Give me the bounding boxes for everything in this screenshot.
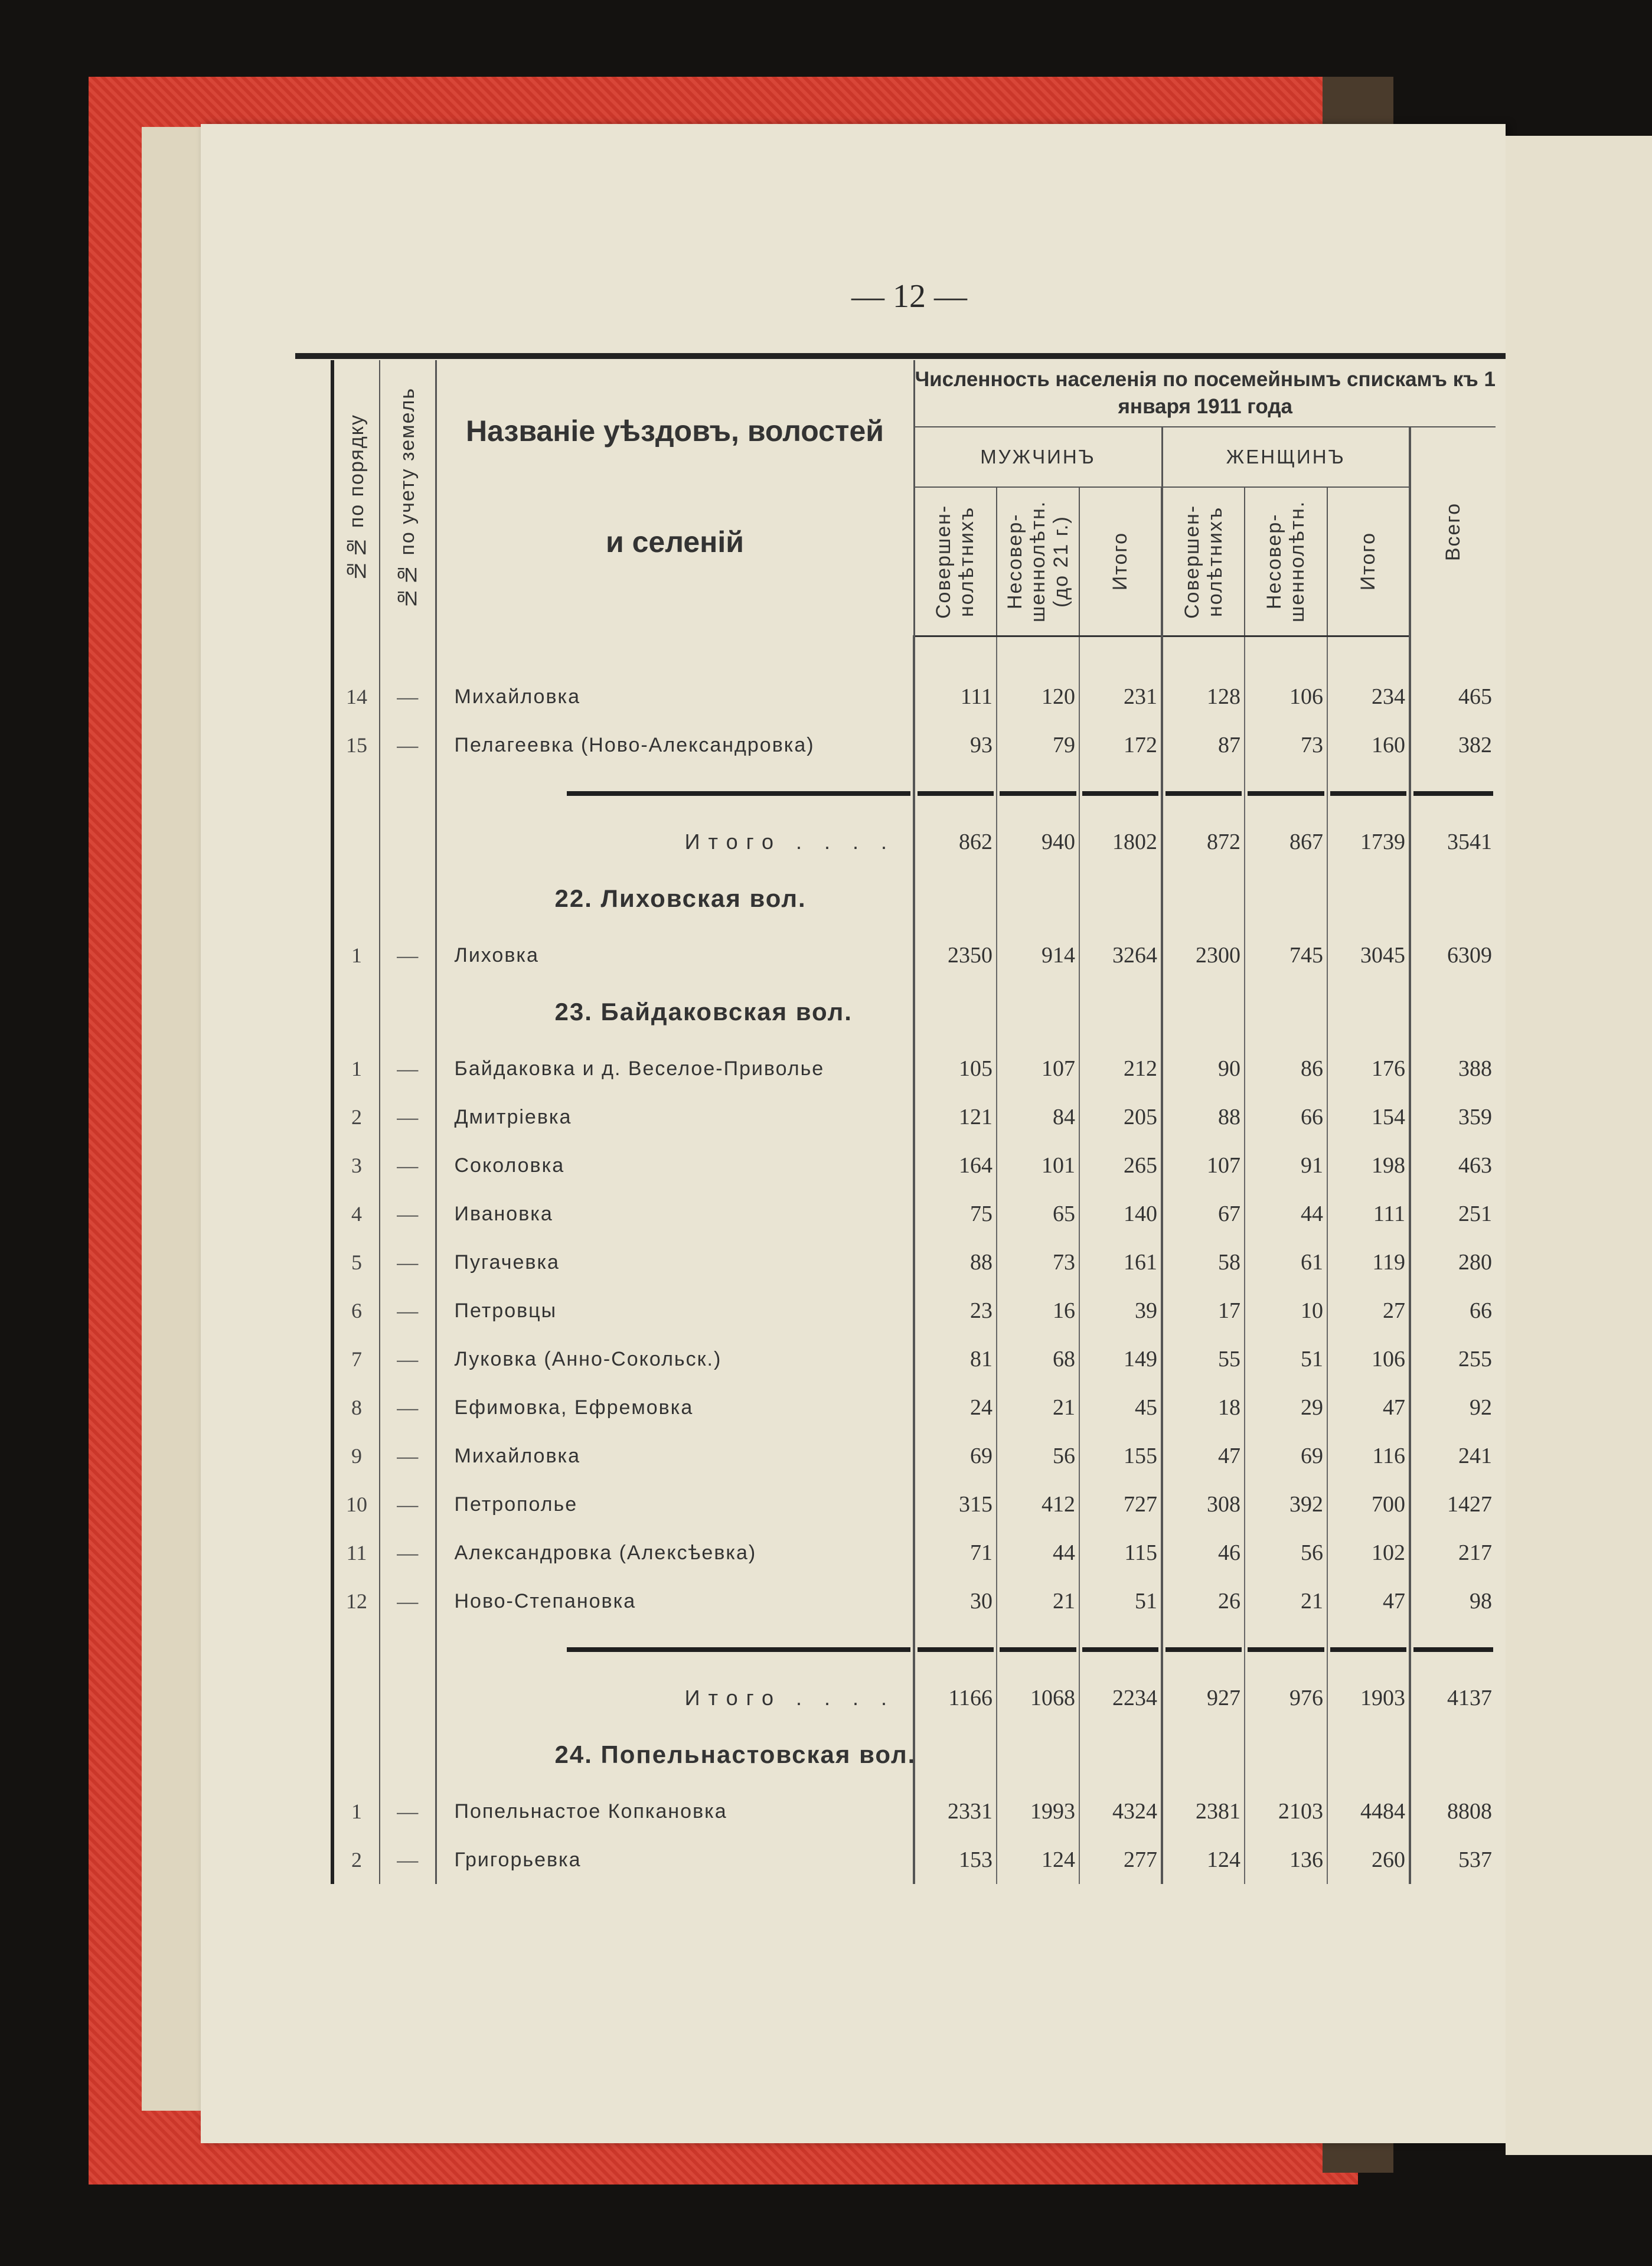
rule-bar <box>1413 1647 1493 1652</box>
total-label: Итого . . . . <box>436 1674 914 1722</box>
value-cell: 24 <box>914 1383 997 1432</box>
value-cell: 88 <box>1162 1093 1245 1141</box>
value-cell: 92 <box>1410 1383 1496 1432</box>
rule-bar <box>567 791 911 796</box>
value-cell: 241 <box>1410 1432 1496 1480</box>
value-cell: 29 <box>1245 1383 1327 1432</box>
value-cell: 3264 <box>1079 931 1162 979</box>
settlement-name: Ефимовка, Ефремовка <box>436 1383 914 1432</box>
value-cell <box>1245 1722 1327 1787</box>
land-number <box>380 866 436 931</box>
row-number: 2 <box>332 1836 380 1884</box>
value-cell: 537 <box>1410 1836 1496 1884</box>
settlement-name: Петровцы <box>436 1287 914 1335</box>
settlement-name: Пугачевка <box>436 1238 914 1287</box>
table-row <box>332 1093 1496 1141</box>
table-row <box>332 1044 1496 1093</box>
value-cell: 149 <box>1079 1335 1162 1383</box>
row-number: 5 <box>332 1238 380 1287</box>
value-cell <box>914 866 997 931</box>
value-cell: 86 <box>1245 1044 1327 1093</box>
land-number <box>380 818 436 866</box>
value-cell: 6309 <box>1410 931 1496 979</box>
settlement-name: Байдаковка и д. Веселое-Приволье <box>436 1044 914 1093</box>
land-number: — <box>380 1141 436 1190</box>
rule-bar <box>918 1647 994 1652</box>
value-cell: 124 <box>997 1836 1079 1884</box>
value-cell: 106 <box>1327 1335 1410 1383</box>
row-number: 3 <box>332 1141 380 1190</box>
value-cell: 115 <box>1079 1529 1162 1577</box>
volost-title: 22. Лиховская вол. <box>436 866 914 931</box>
table-row <box>332 1577 1496 1625</box>
rule-bar <box>1330 791 1406 796</box>
subtotal-rule <box>332 769 1496 818</box>
value-cell: 914 <box>997 931 1079 979</box>
value-cell: 255 <box>1410 1335 1496 1383</box>
value-cell: 87 <box>1162 721 1245 769</box>
value-cell <box>1410 1722 1496 1787</box>
value-cell: 106 <box>1245 672 1327 721</box>
value-cell <box>1245 866 1327 931</box>
value-cell: 727 <box>1079 1480 1162 1529</box>
value-cell <box>1079 1722 1162 1787</box>
value-cell: 47 <box>1162 1432 1245 1480</box>
value-cell: 234 <box>1327 672 1410 721</box>
subtotal-rule <box>332 1625 1496 1674</box>
table-row <box>332 1787 1496 1836</box>
value-cell: 1427 <box>1410 1480 1496 1529</box>
settlement-name: Лиховка <box>436 931 914 979</box>
settlement-name: Михайловка <box>436 1432 914 1480</box>
value-cell: 463 <box>1410 1141 1496 1190</box>
header-name: Названіе уѣздовъ, волостей и селеній <box>436 360 914 636</box>
value-cell <box>1162 866 1245 931</box>
rule-bar <box>1082 1647 1158 1652</box>
table-row <box>332 1432 1496 1480</box>
value-cell: 21 <box>997 1577 1079 1625</box>
value-cell <box>914 979 997 1044</box>
value-cell: 940 <box>997 818 1079 866</box>
header-total-all: Всего <box>1410 427 1496 636</box>
value-cell: 21 <box>1245 1577 1327 1625</box>
rule-bar <box>918 791 994 796</box>
value-cell: 21 <box>997 1383 1079 1432</box>
rule-cell <box>997 769 1079 818</box>
value-cell: 315 <box>914 1480 997 1529</box>
settlement-name: Александровка (Алексѣевка) <box>436 1529 914 1577</box>
land-number <box>380 769 436 818</box>
land-number <box>380 1674 436 1722</box>
value-cell: 359 <box>1410 1093 1496 1141</box>
settlement-name: Дмитріевка <box>436 1093 914 1141</box>
value-cell: 71 <box>914 1529 997 1577</box>
value-cell: 867 <box>1245 818 1327 866</box>
value-cell: 927 <box>1162 1674 1245 1722</box>
table-row <box>332 1335 1496 1383</box>
value-cell: 27 <box>1327 1287 1410 1335</box>
header-men-minor: Несовер-шеннолѣтн. (до 21 г.) <box>997 487 1079 636</box>
rule-bar <box>1000 791 1076 796</box>
value-cell: 2234 <box>1079 1674 1162 1722</box>
total-row <box>332 818 1496 866</box>
rule-cell <box>997 1625 1079 1674</box>
header-land-number: №№ по учету земель <box>380 360 436 636</box>
value-cell <box>1079 979 1162 1044</box>
table-row <box>332 1141 1496 1190</box>
table-body <box>332 636 1496 1885</box>
value-cell: 26 <box>1162 1577 1245 1625</box>
land-number: — <box>380 1480 436 1529</box>
value-cell <box>1162 979 1245 1044</box>
land-number: — <box>380 721 436 769</box>
settlement-name: Михайловка <box>436 672 914 721</box>
value-cell: 231 <box>1079 672 1162 721</box>
row-number <box>332 769 380 818</box>
value-cell: 17 <box>1162 1287 1245 1335</box>
land-number: — <box>380 1383 436 1432</box>
rule-bar <box>1413 791 1493 796</box>
row-number <box>332 1674 380 1722</box>
value-cell: 68 <box>997 1335 1079 1383</box>
value-cell: 66 <box>1410 1287 1496 1335</box>
value-cell: 260 <box>1327 1836 1410 1884</box>
value-cell <box>1327 1722 1410 1787</box>
row-number: 1 <box>332 931 380 979</box>
land-number <box>380 1625 436 1674</box>
settlement-name: Ново-Степановка <box>436 1577 914 1625</box>
value-cell: 119 <box>1327 1238 1410 1287</box>
rule-cell <box>1245 769 1327 818</box>
value-cell: 84 <box>997 1093 1079 1141</box>
settlement-name: Ивановка <box>436 1190 914 1238</box>
value-cell: 93 <box>914 721 997 769</box>
land-number: — <box>380 1836 436 1884</box>
value-cell: 700 <box>1327 1480 1410 1529</box>
value-cell: 265 <box>1079 1141 1162 1190</box>
value-cell: 45 <box>1079 1383 1162 1432</box>
rule-bar <box>1248 791 1324 796</box>
rule-bar <box>1082 791 1158 796</box>
value-cell: 111 <box>914 672 997 721</box>
value-cell: 124 <box>1162 1836 1245 1884</box>
value-cell: 91 <box>1245 1141 1327 1190</box>
value-cell: 67 <box>1162 1190 1245 1238</box>
header-women-total: Итого <box>1327 487 1410 636</box>
value-cell: 308 <box>1162 1480 1245 1529</box>
row-number <box>332 1722 380 1787</box>
row-number: 11 <box>332 1529 380 1577</box>
header-women-minor: Несовер-шеннолѣтн. <box>1245 487 1327 636</box>
value-cell: 140 <box>1079 1190 1162 1238</box>
value-cell: 88 <box>914 1238 997 1287</box>
value-cell <box>997 1722 1079 1787</box>
value-cell: 1739 <box>1327 818 1410 866</box>
header-population: Численность населенія по посемейнымъ спискамъ къ 1 января 1911 года <box>914 360 1496 427</box>
value-cell: 58 <box>1162 1238 1245 1287</box>
value-cell: 16 <box>997 1287 1079 1335</box>
value-cell: 101 <box>997 1141 1079 1190</box>
rule-cell <box>1079 769 1162 818</box>
value-cell <box>1410 866 1496 931</box>
value-cell: 465 <box>1410 672 1496 721</box>
rule-bar <box>1248 1647 1324 1652</box>
value-cell: 102 <box>1327 1529 1410 1577</box>
value-cell: 56 <box>1245 1529 1327 1577</box>
value-cell <box>914 1722 997 1787</box>
value-cell: 55 <box>1162 1335 1245 1383</box>
row-number: 4 <box>332 1190 380 1238</box>
value-cell: 44 <box>997 1529 1079 1577</box>
value-cell: 205 <box>1079 1093 1162 1141</box>
land-number <box>380 979 436 1044</box>
volost-title: 23. Байдаковская вол. <box>436 979 914 1044</box>
top-rule <box>295 353 1506 359</box>
value-cell: 2331 <box>914 1787 997 1836</box>
rule-bar <box>567 1647 911 1652</box>
rule-cell <box>1079 1625 1162 1674</box>
value-cell: 4484 <box>1327 1787 1410 1836</box>
rule-cell <box>1162 1625 1245 1674</box>
rule-cell <box>436 769 914 818</box>
value-cell: 23 <box>914 1287 997 1335</box>
rule-cell <box>1327 769 1410 818</box>
header-women-adult: Совершен-нолѣтнихъ <box>1162 487 1245 636</box>
value-cell: 217 <box>1410 1529 1496 1577</box>
value-cell: 51 <box>1245 1335 1327 1383</box>
value-cell: 90 <box>1162 1044 1245 1093</box>
settlement-name: Соколовка <box>436 1141 914 1190</box>
value-cell: 2350 <box>914 931 997 979</box>
value-cell: 198 <box>1327 1141 1410 1190</box>
settlement-name: Луковка (Анно-Сокольск.) <box>436 1335 914 1383</box>
row-number: 1 <box>332 1044 380 1093</box>
row-number: 6 <box>332 1287 380 1335</box>
value-cell: 1802 <box>1079 818 1162 866</box>
value-cell: 382 <box>1410 721 1496 769</box>
value-cell: 61 <box>1245 1238 1327 1287</box>
value-cell: 4137 <box>1410 1674 1496 1722</box>
section-row <box>332 866 1496 931</box>
land-number: — <box>380 1432 436 1480</box>
population-table <box>331 360 1496 1884</box>
value-cell: 153 <box>914 1836 997 1884</box>
value-cell: 66 <box>1245 1093 1327 1141</box>
value-cell: 1068 <box>997 1674 1079 1722</box>
value-cell: 3045 <box>1327 931 1410 979</box>
value-cell <box>1079 866 1162 931</box>
rule-cell <box>1245 1625 1327 1674</box>
value-cell: 116 <box>1327 1432 1410 1480</box>
settlement-name: Петрополье <box>436 1480 914 1529</box>
value-cell: 172 <box>1079 721 1162 769</box>
value-cell <box>1162 1722 1245 1787</box>
value-cell: 111 <box>1327 1190 1410 1238</box>
value-cell <box>1410 979 1496 1044</box>
land-number: — <box>380 1238 436 1287</box>
rule-bar <box>1165 1647 1242 1652</box>
value-cell: 161 <box>1079 1238 1162 1287</box>
land-number: — <box>380 1577 436 1625</box>
header-men: МУЖЧИНЪ <box>914 427 1162 487</box>
row-number <box>332 866 380 931</box>
value-cell: 51 <box>1079 1577 1162 1625</box>
land-number: — <box>380 1335 436 1383</box>
value-cell <box>1245 979 1327 1044</box>
value-cell: 107 <box>1162 1141 1245 1190</box>
value-cell: 79 <box>997 721 1079 769</box>
value-cell: 73 <box>997 1238 1079 1287</box>
value-cell: 47 <box>1327 1577 1410 1625</box>
value-cell <box>1327 866 1410 931</box>
value-cell: 392 <box>1245 1480 1327 1529</box>
settlement-name: Григорьевка <box>436 1836 914 1884</box>
rule-bar <box>1330 1647 1406 1652</box>
rule-cell <box>1162 769 1245 818</box>
land-number: — <box>380 1529 436 1577</box>
value-cell: 107 <box>997 1044 1079 1093</box>
table-row <box>332 1480 1496 1529</box>
value-cell: 8808 <box>1410 1787 1496 1836</box>
value-cell: 155 <box>1079 1432 1162 1480</box>
rule-bar <box>1000 1647 1076 1652</box>
land-number: — <box>380 1044 436 1093</box>
value-cell: 745 <box>1245 931 1327 979</box>
value-cell: 412 <box>997 1480 1079 1529</box>
value-cell: 30 <box>914 1577 997 1625</box>
land-number: — <box>380 1093 436 1141</box>
value-cell: 2103 <box>1245 1787 1327 1836</box>
rule-cell <box>914 1625 997 1674</box>
rule-cell <box>914 769 997 818</box>
rule-cell <box>1410 1625 1496 1674</box>
value-cell: 44 <box>1245 1190 1327 1238</box>
value-cell: 136 <box>1245 1836 1327 1884</box>
value-cell: 164 <box>914 1141 997 1190</box>
value-cell: 10 <box>1245 1287 1327 1335</box>
value-cell: 120 <box>997 672 1079 721</box>
value-cell: 176 <box>1327 1044 1410 1093</box>
rule-cell <box>436 1625 914 1674</box>
value-cell: 75 <box>914 1190 997 1238</box>
value-cell: 128 <box>1162 672 1245 721</box>
rule-cell <box>1327 1625 1410 1674</box>
value-cell: 160 <box>1327 721 1410 769</box>
value-cell: 121 <box>914 1093 997 1141</box>
value-cell: 46 <box>1162 1529 1245 1577</box>
value-cell: 69 <box>1245 1432 1327 1480</box>
header-men-adult: Совершен-нолѣтнихъ <box>914 487 997 636</box>
row-number: 15 <box>332 721 380 769</box>
table-row <box>332 672 1496 721</box>
land-number <box>380 1722 436 1787</box>
value-cell: 56 <box>997 1432 1079 1480</box>
header-women: ЖЕНЩИНЪ <box>1162 427 1410 487</box>
row-number: 1 <box>332 1787 380 1836</box>
table-row <box>332 721 1496 769</box>
rule-cell <box>1410 769 1496 818</box>
row-number <box>332 1625 380 1674</box>
value-cell: 2300 <box>1162 931 1245 979</box>
table-row <box>332 1190 1496 1238</box>
table-row <box>332 1383 1496 1432</box>
value-cell: 47 <box>1327 1383 1410 1432</box>
land-number: — <box>380 672 436 721</box>
value-cell <box>1327 979 1410 1044</box>
table-row <box>332 1836 1496 1884</box>
value-cell: 81 <box>914 1335 997 1383</box>
value-cell: 976 <box>1245 1674 1327 1722</box>
value-cell: 3541 <box>1410 818 1496 866</box>
land-number: — <box>380 1287 436 1335</box>
section-row <box>332 979 1496 1044</box>
value-cell: 4324 <box>1079 1787 1162 1836</box>
header-order-number: №№ по порядку <box>332 360 380 636</box>
value-cell: 251 <box>1410 1190 1496 1238</box>
value-cell <box>997 979 1079 1044</box>
value-cell: 65 <box>997 1190 1079 1238</box>
row-number: 8 <box>332 1383 380 1432</box>
value-cell <box>997 866 1079 931</box>
rule-bar <box>1165 791 1242 796</box>
table-row <box>332 1238 1496 1287</box>
row-number: 12 <box>332 1577 380 1625</box>
row-number <box>332 979 380 1044</box>
value-cell: 2381 <box>1162 1787 1245 1836</box>
value-cell: 98 <box>1410 1577 1496 1625</box>
value-cell: 1903 <box>1327 1674 1410 1722</box>
table-row <box>332 1529 1496 1577</box>
value-cell: 154 <box>1327 1093 1410 1141</box>
land-number: — <box>380 1787 436 1836</box>
row-number: 9 <box>332 1432 380 1480</box>
value-cell: 73 <box>1245 721 1327 769</box>
section-row <box>332 1722 1496 1787</box>
value-cell: 277 <box>1079 1836 1162 1884</box>
row-number <box>332 818 380 866</box>
page-number: — 12 — <box>851 278 967 315</box>
header-men-total: Итого <box>1079 487 1162 636</box>
land-number: — <box>380 931 436 979</box>
table-row <box>332 1287 1496 1335</box>
value-cell: 1993 <box>997 1787 1079 1836</box>
row-number: 7 <box>332 1335 380 1383</box>
value-cell: 388 <box>1410 1044 1496 1093</box>
value-cell: 18 <box>1162 1383 1245 1432</box>
settlement-name: Пелагеевка (Ново-Александровка) <box>436 721 914 769</box>
value-cell: 69 <box>914 1432 997 1480</box>
land-number: — <box>380 1190 436 1238</box>
facing-page-edge <box>1506 136 1652 2155</box>
row-number: 14 <box>332 672 380 721</box>
value-cell: 105 <box>914 1044 997 1093</box>
value-cell: 280 <box>1410 1238 1496 1287</box>
settlement-name: Попельнастое Копкановка <box>436 1787 914 1836</box>
total-label: Итого . . . . <box>436 818 914 866</box>
value-cell: 862 <box>914 818 997 866</box>
row-number: 2 <box>332 1093 380 1141</box>
table-row <box>332 931 1496 979</box>
value-cell: 212 <box>1079 1044 1162 1093</box>
value-cell: 872 <box>1162 818 1245 866</box>
total-row <box>332 1674 1496 1722</box>
value-cell: 39 <box>1079 1287 1162 1335</box>
volost-title: 24. Попельнастовская вол. <box>436 1722 914 1787</box>
row-number: 10 <box>332 1480 380 1529</box>
value-cell: 1166 <box>914 1674 997 1722</box>
